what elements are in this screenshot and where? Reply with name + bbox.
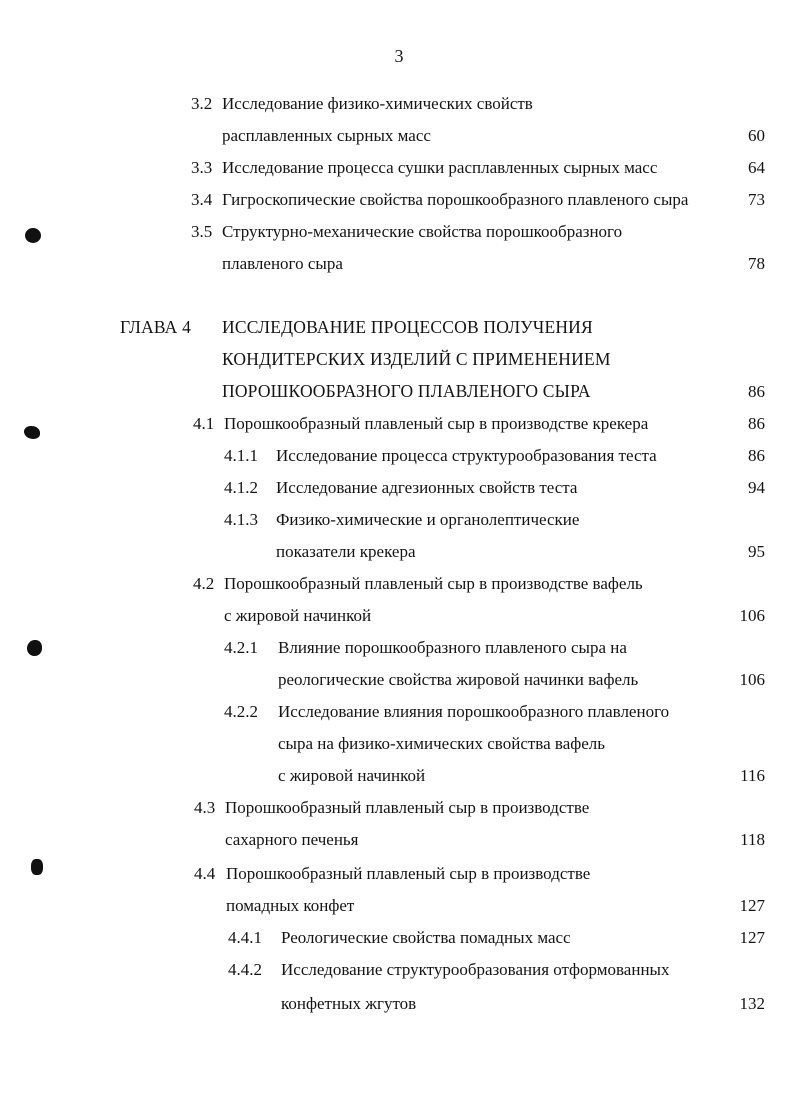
section-number: 4.1 xyxy=(193,414,215,433)
section-number: 3.5 xyxy=(191,222,213,241)
page-ref: 86 xyxy=(748,446,765,465)
section-title-line: расплавленных сырных масс xyxy=(222,126,431,145)
section-number: 4.1.1 xyxy=(224,446,258,465)
page-ref: 73 xyxy=(748,190,765,209)
section-title-line: с жировой начинкой xyxy=(278,766,426,785)
page-ref: 95 xyxy=(748,542,765,561)
section-title: Исследование адгезионных свойств теста xyxy=(276,478,578,497)
section-title: Гигроскопические свойства порошкообразного плавленого сыра xyxy=(222,190,689,209)
section-title-line: сахарного печенья xyxy=(225,830,359,849)
page-number: 3 xyxy=(394,46,404,66)
section-number: 4.4.2 xyxy=(228,960,262,979)
scan-blot xyxy=(24,426,40,439)
section-title-line: Физико-химические и органолептические xyxy=(276,510,580,529)
chapter-title-line: ИССЛЕДОВАНИЕ ПРОЦЕССОВ ПОЛУЧЕНИЯ xyxy=(222,317,593,337)
section-number: 4.1.2 xyxy=(224,478,258,497)
section-number: 3.3 xyxy=(191,158,213,177)
section-title-line: Исследование влияния порошкообразного плавленого xyxy=(278,702,670,721)
chapter-title-line: КОНДИТЕРСКИХ ИЗДЕЛИЙ С ПРИМЕНЕНИЕМ xyxy=(222,349,611,369)
section-title-line: помадных конфет xyxy=(226,896,355,915)
chapter-title-line: ПОРОШКООБРАЗНОГО ПЛАВЛЕНОГО СЫРА xyxy=(222,381,591,401)
section-number: 4.2.1 xyxy=(224,638,258,657)
scan-blot xyxy=(25,228,41,243)
section-title: Реологические свойства помадных масс xyxy=(281,928,571,947)
page-ref: 86 xyxy=(748,382,765,401)
section-title-line: Исследование физико-химических свойств xyxy=(222,94,533,113)
section-title-line: Порошкообразный плавленый сыр в производстве xyxy=(225,798,590,817)
page-ref: 94 xyxy=(748,478,765,497)
page-ref: 78 xyxy=(748,254,765,273)
section-title-line: сыра на физико-химических свойства вафель xyxy=(278,734,606,753)
section-title-line: показатели крекера xyxy=(276,542,416,561)
chapter-label: ГЛАВА 4 xyxy=(120,317,192,337)
page-ref: 86 xyxy=(748,414,765,433)
section-title-line: Исследование структурообразования отформованных xyxy=(281,960,670,979)
scan-blot xyxy=(31,859,43,875)
section-title-line: с жировой начинкой xyxy=(224,606,372,625)
page-ref: 132 xyxy=(739,994,765,1013)
section-title-line: Порошкообразный плавленый сыр в производстве xyxy=(226,864,591,883)
section-title-line: реологические свойства жировой начинки вафель xyxy=(278,670,639,689)
section-title-line: Влияние порошкообразного плавленого сыра на xyxy=(278,638,627,657)
page-ref: 116 xyxy=(740,766,765,785)
page-ref: 106 xyxy=(739,606,765,625)
section-title: Порошкообразный плавленый сыр в производстве крекера xyxy=(224,414,649,433)
section-number: 4.3 xyxy=(194,798,216,817)
section-number: 3.2 xyxy=(191,94,213,113)
page-ref: 127 xyxy=(739,896,765,915)
section-number: 4.2 xyxy=(193,574,215,593)
section-number: 4.2.2 xyxy=(224,702,258,721)
page-ref: 106 xyxy=(739,670,765,689)
page-ref: 127 xyxy=(739,928,765,947)
section-title: Исследование процесса структурообразования теста xyxy=(276,446,657,465)
section-title: Исследование процесса сушки расплавленных сырных масс xyxy=(222,158,658,177)
section-number: 4.1.3 xyxy=(224,510,258,529)
section-title-line: плавленого сыра xyxy=(222,254,343,273)
section-number: 4.4.1 xyxy=(228,928,262,947)
section-title-line: Порошкообразный плавленый сыр в производстве вафель xyxy=(224,574,643,593)
scan-blot xyxy=(27,640,42,656)
section-number: 3.4 xyxy=(191,190,213,209)
page-ref: 60 xyxy=(748,126,765,145)
page-ref: 118 xyxy=(740,830,765,849)
section-title-line: Структурно-механические свойства порошкообразного xyxy=(222,222,623,241)
section-title-line: конфетных жгутов xyxy=(281,994,417,1013)
page-ref: 64 xyxy=(748,158,765,177)
section-number: 4.4 xyxy=(194,864,216,883)
